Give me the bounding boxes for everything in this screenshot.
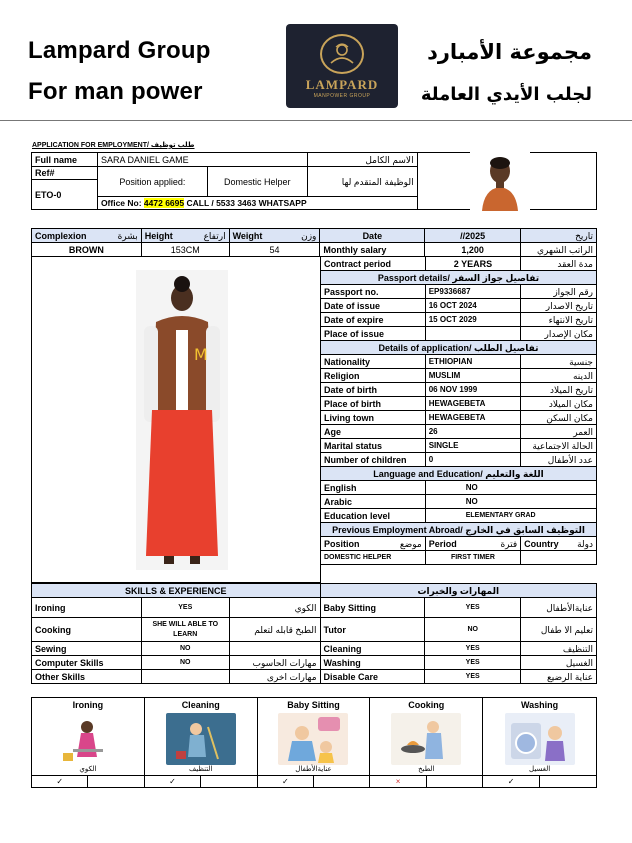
strip-mark: ✓ xyxy=(145,776,201,787)
language-row-value: NO xyxy=(425,495,596,509)
details-row-label: Living town xyxy=(321,411,426,425)
date-label: Date xyxy=(320,229,425,243)
header-divider xyxy=(0,120,632,121)
language-row-label: Arabic xyxy=(321,495,426,509)
details-row-label-ar: مكان السكن xyxy=(521,411,597,425)
skill-label: Tutor xyxy=(320,618,425,642)
details-section-title: Details of application/ تفاصيل الطلب xyxy=(321,341,597,355)
details-row-value: 06 NOV 1999 xyxy=(425,383,520,397)
skill-value: YES xyxy=(141,598,229,618)
passport-row-value xyxy=(425,327,520,341)
skill-label: Baby Sitting xyxy=(320,598,425,618)
skill-value: YES xyxy=(425,670,521,684)
cleaning-icon xyxy=(166,713,236,765)
prev-position-value: DOMESTIC HELPER xyxy=(321,551,426,565)
date-value: //2025 xyxy=(425,229,521,243)
skill-label-ar xyxy=(229,642,320,656)
personal-details-table xyxy=(320,256,597,565)
position-applied-label: Position applied: xyxy=(97,167,207,197)
skill-label-ar: الكوي xyxy=(229,598,320,618)
full-name-label: Full name xyxy=(32,153,98,167)
strip-cell-washing: Washing الغسيل ✓ xyxy=(483,698,597,788)
strip-mark: ✓ xyxy=(483,776,540,787)
details-row-label: Place of birth xyxy=(321,397,426,411)
contract-period-label: Contract period xyxy=(321,257,426,271)
passport-row-label: Place of issue xyxy=(321,327,426,341)
office-phone-highlight: 4472 6695 xyxy=(143,198,185,208)
skill-value xyxy=(141,670,229,684)
passport-row-value: 15 OCT 2029 xyxy=(425,313,520,327)
passport-row-label: Passport no. xyxy=(321,285,426,299)
skill-label-ar: تعليم الا طفال xyxy=(521,618,597,642)
company-name-en-line2: For man power xyxy=(28,78,203,105)
details-row-label: Nationality xyxy=(321,355,426,369)
strip-cell-baby-sitting: Baby Sitting عنايةالأطفال ✓ xyxy=(257,698,370,788)
monthly-salary-label: Monthly salary xyxy=(320,243,425,257)
skill-label-ar: الغسيل xyxy=(521,656,597,670)
position-applied-value: Domestic Helper xyxy=(207,167,307,197)
details-row-label-ar: الدينه xyxy=(521,369,597,383)
skill-label-ar: عنايةالأطفال xyxy=(521,598,597,618)
details-row-label: Age xyxy=(321,425,426,439)
logo-subtitle: MANPOWER GROUP xyxy=(313,92,371,99)
passport-section-title: Passport details/ تفاصيل جواز السفر xyxy=(321,271,597,285)
company-logo xyxy=(286,24,398,108)
details-row-label-ar: الحالة الاجتماعية xyxy=(521,439,597,453)
skill-label: Cooking xyxy=(32,618,142,642)
height-header: Height ارتفاع xyxy=(141,229,229,243)
cooking-icon xyxy=(391,713,461,765)
prev-period-value: FIRST TIMER xyxy=(425,551,520,565)
skill-value: NO xyxy=(141,656,229,670)
applicant-full-body-photo xyxy=(136,270,228,570)
skill-label: Other Skills xyxy=(32,670,142,684)
complexion-header: Complexion بشرة xyxy=(32,229,142,243)
details-row-label-ar: عدد الأطفال xyxy=(521,453,597,467)
passport-row-label-ar: تاريخ الانتهاء xyxy=(521,313,597,327)
details-row-value: MUSLIM xyxy=(425,369,520,383)
monthly-salary-label-ar: الراتب الشهري xyxy=(521,243,597,257)
prev-country-value xyxy=(521,551,597,565)
details-row-value: 0 xyxy=(425,453,520,467)
details-row-label-ar: جنسية xyxy=(521,355,597,369)
strip-mark: ✓ xyxy=(258,776,314,787)
details-row-label-ar: مكان الميلاد xyxy=(521,397,597,411)
skill-value: SHE WILL ABLE TO LEARN xyxy=(141,618,229,642)
skill-label-ar: عناية الرضيع xyxy=(521,670,597,684)
baby-sitting-icon xyxy=(278,713,348,765)
skill-label-ar: مهارات الحاسوب xyxy=(229,656,320,670)
passport-row-value: EP9336687 xyxy=(425,285,520,299)
details-row-value: ETHIOPIAN xyxy=(425,355,520,369)
prev-country-header: Country دولة xyxy=(521,537,597,551)
skills-table xyxy=(31,583,597,684)
contract-period-label-ar: مدة العقد xyxy=(521,257,597,271)
svg-text:M: M xyxy=(194,345,208,364)
ironing-icon xyxy=(53,713,123,765)
physical-contract-table xyxy=(31,228,597,257)
skills-title-ar: المهارات والخبرات xyxy=(320,584,596,598)
language-row-label: English xyxy=(321,481,426,495)
weight-header: Weight وزن xyxy=(229,229,320,243)
company-name-ar-line1: مجموعة الأمبارد xyxy=(427,40,592,64)
details-row-value: HEWAGEBETA xyxy=(425,411,520,425)
prev-period-header: Period فترة xyxy=(425,537,520,551)
company-name-en-line1: Lampard Group xyxy=(28,37,211,64)
strip-cell-cooking: Cooking الطبخ × xyxy=(370,698,483,788)
skill-label-ar: التنظيف xyxy=(521,642,597,656)
date-label-ar: تاريخ xyxy=(521,229,597,243)
strip-mark: ✓ xyxy=(32,776,88,787)
strip-mark: × xyxy=(370,776,426,787)
skill-label: Disable Care xyxy=(320,670,425,684)
monthly-salary-value: 1,200 xyxy=(425,243,521,257)
strip-cell-ironing: Ironing الكوي ✓ xyxy=(32,698,145,788)
skill-label: Computer Skills xyxy=(32,656,142,670)
skill-value: YES xyxy=(425,656,521,670)
language-row-label: Education level xyxy=(321,509,426,523)
details-row-label: Number of children xyxy=(321,453,426,467)
details-row-value: SINGLE xyxy=(425,439,520,453)
details-row-value: 26 xyxy=(425,425,520,439)
company-name-ar-line2: لجلب الأيدي العاملة xyxy=(420,84,592,105)
details-row-label: Date of birth xyxy=(321,383,426,397)
language-row-value: ELEMENTARY GRAD xyxy=(425,509,596,523)
skill-icon-strip xyxy=(31,697,597,788)
passport-row-label: Date of expire xyxy=(321,313,426,327)
skill-label: Washing xyxy=(320,656,425,670)
passport-row-value: 16 OCT 2024 xyxy=(425,299,520,313)
logo-name: LAMPARD xyxy=(305,76,379,92)
details-row-label-ar: العمر xyxy=(521,425,597,439)
skill-value: NO xyxy=(425,618,521,642)
strip-cell-cleaning: Cleaning التنظيف ✓ xyxy=(144,698,257,788)
height-value: 153CM xyxy=(141,243,229,257)
ref-value: ETO-0 xyxy=(32,180,98,210)
details-row-label: Marital status xyxy=(321,439,426,453)
full-name-label-ar: الاسم الكامل xyxy=(307,153,417,167)
skills-title-en: SKILLS & EXPERIENCE xyxy=(32,584,321,598)
language-section-title: Language and Education/ اللغة والتعليم xyxy=(321,467,597,481)
full-name-value: SARA DANIEL GAME xyxy=(97,153,307,167)
passport-row-label: Date of issue xyxy=(321,299,426,313)
skill-label: Cleaning xyxy=(320,642,425,656)
skill-label: Sewing xyxy=(32,642,142,656)
weight-value: 54 xyxy=(229,243,320,257)
skill-label-ar: الطبخ قابله لتعلم xyxy=(229,618,320,642)
previous-employment-title: Previous Employment Abroad/ التوظيف السابق في الخارج xyxy=(321,523,597,537)
applicant-headshot xyxy=(470,151,530,211)
complexion-value: BROWN xyxy=(32,243,142,257)
contract-period-value: 2 YEARS xyxy=(425,257,520,271)
skill-label: Ironing xyxy=(32,598,142,618)
office-number: Office No: 4472 6695 CALL / 5533 3463 WHATSAPP xyxy=(97,197,417,210)
position-applied-label-ar: الوظيفة المتقدم لها xyxy=(307,167,417,197)
skill-value: NO xyxy=(141,642,229,656)
details-row-label-ar: تاريخ الميلاد xyxy=(521,383,597,397)
prev-position-header: Position موضع xyxy=(321,537,426,551)
language-row-value: NO xyxy=(425,481,596,495)
passport-row-label-ar: تاريخ الاصدار xyxy=(521,299,597,313)
skill-label-ar: مهارات اخرى xyxy=(229,670,320,684)
details-row-value: HEWAGEBETA xyxy=(425,397,520,411)
details-row-label: Religion xyxy=(321,369,426,383)
skill-value: YES xyxy=(425,642,521,656)
logo-emblem-icon xyxy=(320,34,364,74)
passport-row-label-ar: رقم الجواز xyxy=(521,285,597,299)
skill-value: YES xyxy=(425,598,521,618)
application-title: APPLICATION FOR EMPLOYMENT/ طلب توظيف xyxy=(32,142,195,149)
ref-label: Ref# xyxy=(32,167,98,180)
washing-icon xyxy=(505,713,575,765)
passport-row-label-ar: مكان الإصدار xyxy=(521,327,597,341)
